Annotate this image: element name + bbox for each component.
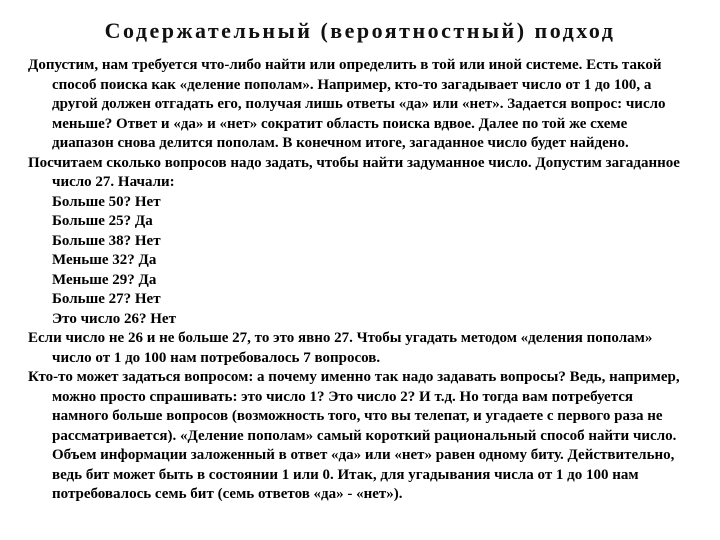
paragraph-why-this-method: Кто-то может задаться вопросом: а почему именно так надо задавать вопросы? Ведь, например, можно просто спрашивать: это число 1? Это число 2? И т.д. Но тогда вам потребуется намного больше вопросов (возможность того, что вы телепат, и угадаете с первого раза не рассматривается). «Деление пополам» самый короткий рациональный способ найти число. xyxy=(28,369,680,444)
qa-line: Больше 38? Нет xyxy=(52,232,161,249)
qa-line: Больше 50? Нет xyxy=(52,193,161,210)
paragraph-intro: Допустим, нам требуется что-либо найти или определить в той или иной системе. Есть такой способ поиска как «деление пополам». Например, кто-то загадывает число от 1 до 100, а другой должен отгадать его, получая лишь ответы «да» или «нет». Задается вопрос: число меньше? Ответ и «да» и «нет» сократит область поиска вдвое. Далее по той же схеме диапазон снова делится пополам. В конечном итоге, загаданное число будет найдено. xyxy=(28,57,666,151)
slide-body xyxy=(28,56,690,505)
qa-line: Больше 25? Да xyxy=(52,213,153,229)
qa-line: Меньше 29? Да xyxy=(52,271,157,288)
paragraph-count-questions: Посчитаем сколько вопросов надо задать, чтобы найти задуманное число. Допустим загаданное число 27. Начали: xyxy=(28,154,680,190)
qa-line: Больше 27? Нет xyxy=(52,291,161,307)
paragraph-conclusion-27: Если число не 26 и не больше 27, то это явно 27. Чтобы угадать методом «деления пополам» число от 1 до 100 нам потребовалось 7 вопросов. xyxy=(28,330,653,366)
slide-title: Содержательный (вероятностный) подход xyxy=(104,18,616,43)
question-answer-list xyxy=(28,193,690,330)
qa-line: Это число 26? Нет xyxy=(52,310,176,327)
qa-line: Меньше 32? Да xyxy=(52,252,157,268)
paragraph-information-bit: Объем информации заложенный в ответ «да» или «нет» равен одному биту. Действительно, ведь бит может быть в состоянии 1 или 0. Итак, для угадывания числа от 1 до 100 нам потребовалось семь бит (семь ответов «да» - «нет»). xyxy=(52,447,675,502)
